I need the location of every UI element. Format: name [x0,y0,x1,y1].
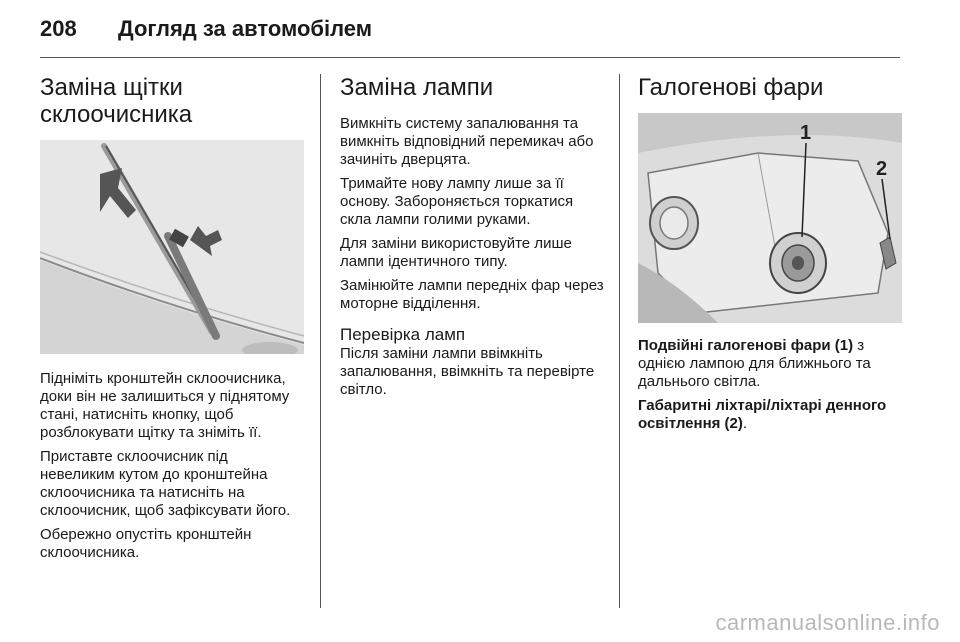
paragraph: Для заміни використовуйте лише лампи ідентичного типу. [340,235,572,270]
subsection-title-check: Перевірка ламп [340,325,466,344]
legend-item-1 [638,337,904,391]
paragraph: Замінюйте лампи передніх фар через моторне відділення. [340,277,604,312]
paragraph: Обережно опустіть кронштейн склоочисника. [40,526,252,561]
column-wiper-blade [40,74,306,568]
paragraph: Підніміть кронштейн склоочисника, доки він не залишиться у піднятому стані, натисніть кнопку, щоб розблокувати щітку та зніміть її. [40,370,290,441]
column-halogen-headlights [638,74,904,439]
section-title-bulbs: Заміна лампи [340,74,494,101]
watermark: carmanualsonline.info [715,610,940,635]
column-bulb-replacement [340,74,606,405]
callout-1: 1 [800,122,812,144]
page-header [40,10,900,54]
legend-term: Габаритні ліхтарі/ліхтарі денного освітлення (2) [638,397,887,432]
callout-2: 2 [876,158,888,180]
page-number: 208 [40,16,77,41]
section-title-headlights: Галогенові фари [638,74,824,101]
paragraph: Тримайте нову лампу лише за її основу. Забороняється торкатися скла лампи голими руками. [340,175,574,228]
column-divider [619,74,620,608]
paragraph: Приставте склоочисник під невеликим кутом до кронштейна склоочисника та натисніть на склоочисник, щоб зафіксувати його. [40,448,291,519]
legend-item-2 [638,397,904,433]
wiper-illustration [40,140,304,354]
wiper-instructions [40,370,306,562]
legend-description: . [742,415,748,432]
legend-description: з однією лампою для ближнього та дальнього світла. [638,337,871,390]
paragraph: Вимкніть систему запалювання та вимкніть відповідний перемикач або зачиніть дверцята. [340,115,594,168]
section-title-wiper [40,74,306,128]
section-title-line: Заміна щітки [40,74,183,101]
headlight-illustration [638,113,902,323]
paragraph: Після заміни лампи ввімкніть запалювання, ввімкніть та перевірте світло. [340,345,595,398]
column-divider [320,74,321,608]
running-head: Догляд за автомобілем [118,16,373,41]
header-rule [40,57,900,58]
legend-term: Подвійні галогенові фари (1) [638,337,854,354]
section-title-line: склоочисника [40,101,193,128]
headlight-legend [638,337,904,433]
